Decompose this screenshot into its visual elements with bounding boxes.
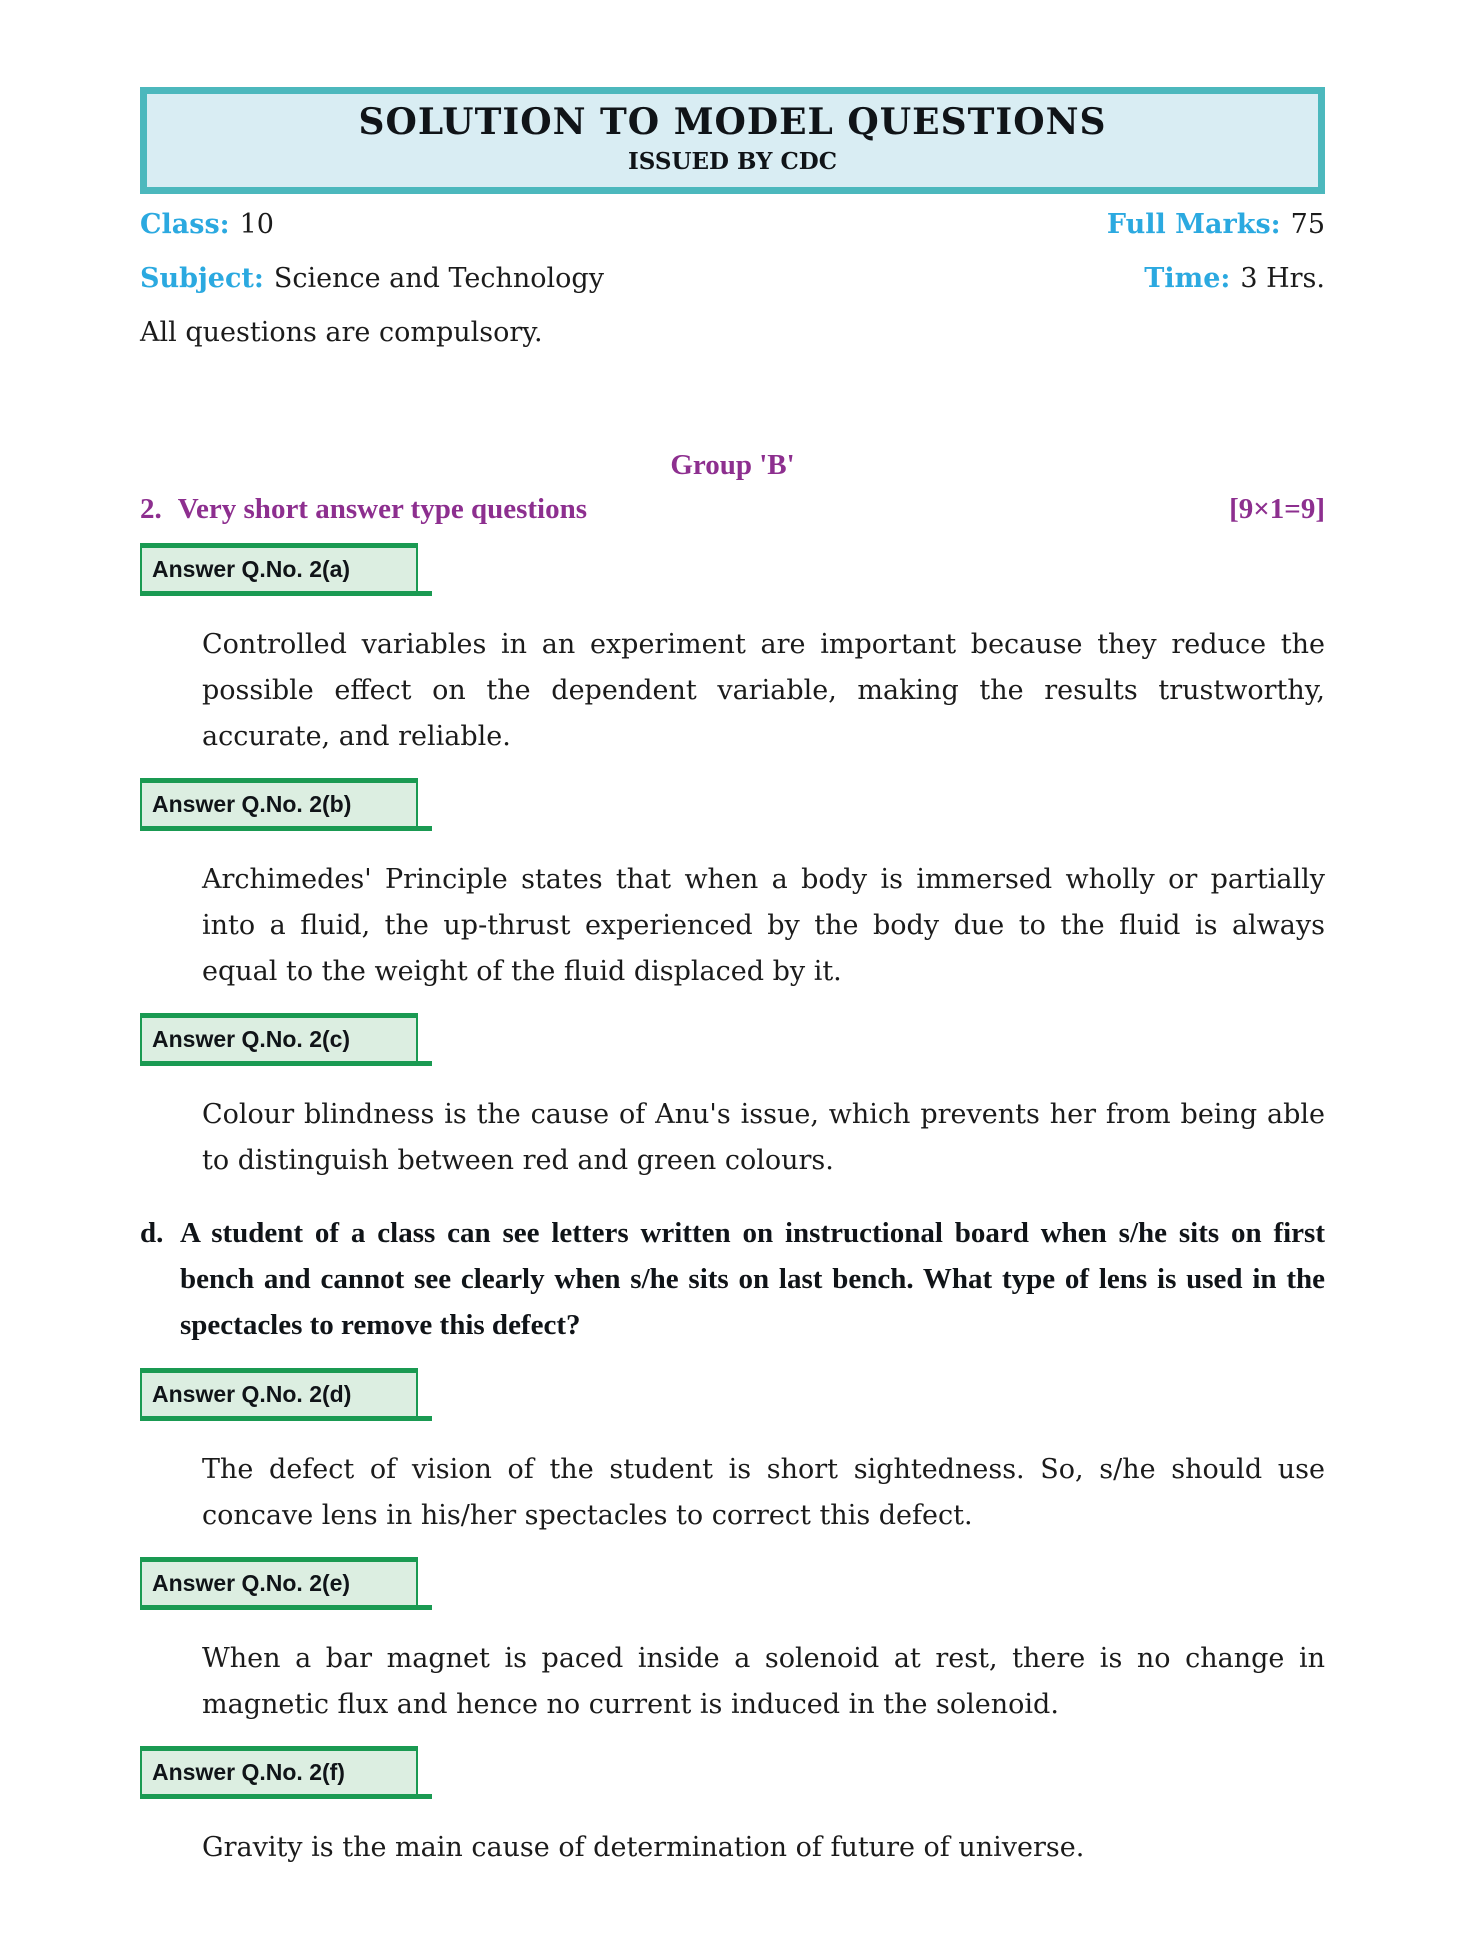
time-field (1144, 264, 1325, 294)
time-label: Time: (1144, 263, 1231, 294)
full-marks-label: Full Marks: (1106, 209, 1281, 240)
subject-value: Science and Technology (273, 263, 604, 294)
answer-2d-label: Answer Q.No. 2(d) (152, 1381, 352, 1407)
class-field (140, 210, 274, 240)
answer-2c-text: Colour blindness is the cause of Anu's issue, which prevents her from being able to distinguish between red and green colours. (202, 1099, 1325, 1176)
question-number: 2. (140, 493, 162, 525)
class-value: 10 (239, 209, 274, 240)
title-banner (140, 87, 1325, 194)
question-2d-marker: d. (140, 1217, 164, 1249)
answer-section-2a (140, 543, 1325, 760)
group-title: Group 'B' (670, 449, 795, 481)
answer-2b-label: Answer Q.No. 2(b) (152, 791, 352, 817)
subject-label: Subject: (140, 263, 264, 294)
document-subtitle: ISSUED BY CDC (627, 148, 838, 175)
subject-field (140, 264, 604, 294)
time-value: 3 Hrs. (1240, 263, 1325, 294)
answer-2f-label-box (140, 1746, 418, 1794)
class-label: Class: (140, 209, 230, 240)
question-heading (140, 491, 587, 527)
question-heading-text: Very short answer type questions (177, 493, 587, 525)
answer-2c-label: Answer Q.No. 2(c) (152, 1026, 351, 1052)
answer-2e-text: When a bar magnet is paced inside a solenoid at rest, there is no change in magnetic flux and hence no current is induced in the solenoid. (202, 1643, 1325, 1720)
full-marks-field (1107, 210, 1325, 240)
question-heading-row (140, 491, 1325, 527)
meta-row-1 (140, 210, 1325, 240)
answer-2b-text: Archimedes' Principle states that when a body is immersed wholly or partially into a fluid, the up-thrust experienced by the body due to the fluid is always equal to the weight of the fluid displaced by it. (202, 864, 1325, 987)
answer-section-2c (140, 1013, 1325, 1184)
answer-section-2d (140, 1368, 1325, 1539)
meta-row-2 (140, 264, 1325, 294)
exam-meta (140, 210, 1325, 348)
answer-2d-text: The defect of vision of the student is short sightedness. So, s/he should use concave lens in his/her spectacles to correct this defect. (202, 1454, 1325, 1531)
answer-2a-label-box (140, 543, 418, 591)
marks-badge: [9×1=9] (1229, 493, 1325, 525)
question-2d-text: A student of a class can see letters written on instructional board when s/he sits on first bench and cannot see clearly when s/he sits on last bench. What type of lens is used in the spectacles to remove this defect? (180, 1217, 1325, 1341)
answer-section-2e (140, 1557, 1325, 1728)
answer-2c-label-box (140, 1013, 418, 1061)
answer-2b-label-box (140, 778, 418, 826)
answer-2e-label: Answer Q.No. 2(e) (152, 1570, 351, 1596)
document-title: SOLUTION TO MODEL QUESTIONS (358, 101, 1107, 143)
answer-2e-label-box (140, 1557, 418, 1605)
answer-2a-label: Answer Q.No. 2(a) (152, 556, 351, 582)
answer-2f-label: Answer Q.No. 2(f) (152, 1759, 345, 1785)
answer-section-2f (140, 1746, 1325, 1871)
answer-section-2b (140, 778, 1325, 995)
answer-2f-text: Gravity is the main cause of determination of future of universe. (202, 1832, 1085, 1863)
question-2d (140, 1210, 1325, 1348)
compulsory-note: All questions are compulsory. (140, 317, 543, 348)
answer-2d-label-box (140, 1368, 418, 1416)
full-marks-value: 75 (1290, 209, 1325, 240)
answer-2a-text: Controlled variables in an experiment are important because they reduce the possible effect on the dependent variable, making the results trustworthy, accurate, and reliable. (202, 629, 1325, 752)
